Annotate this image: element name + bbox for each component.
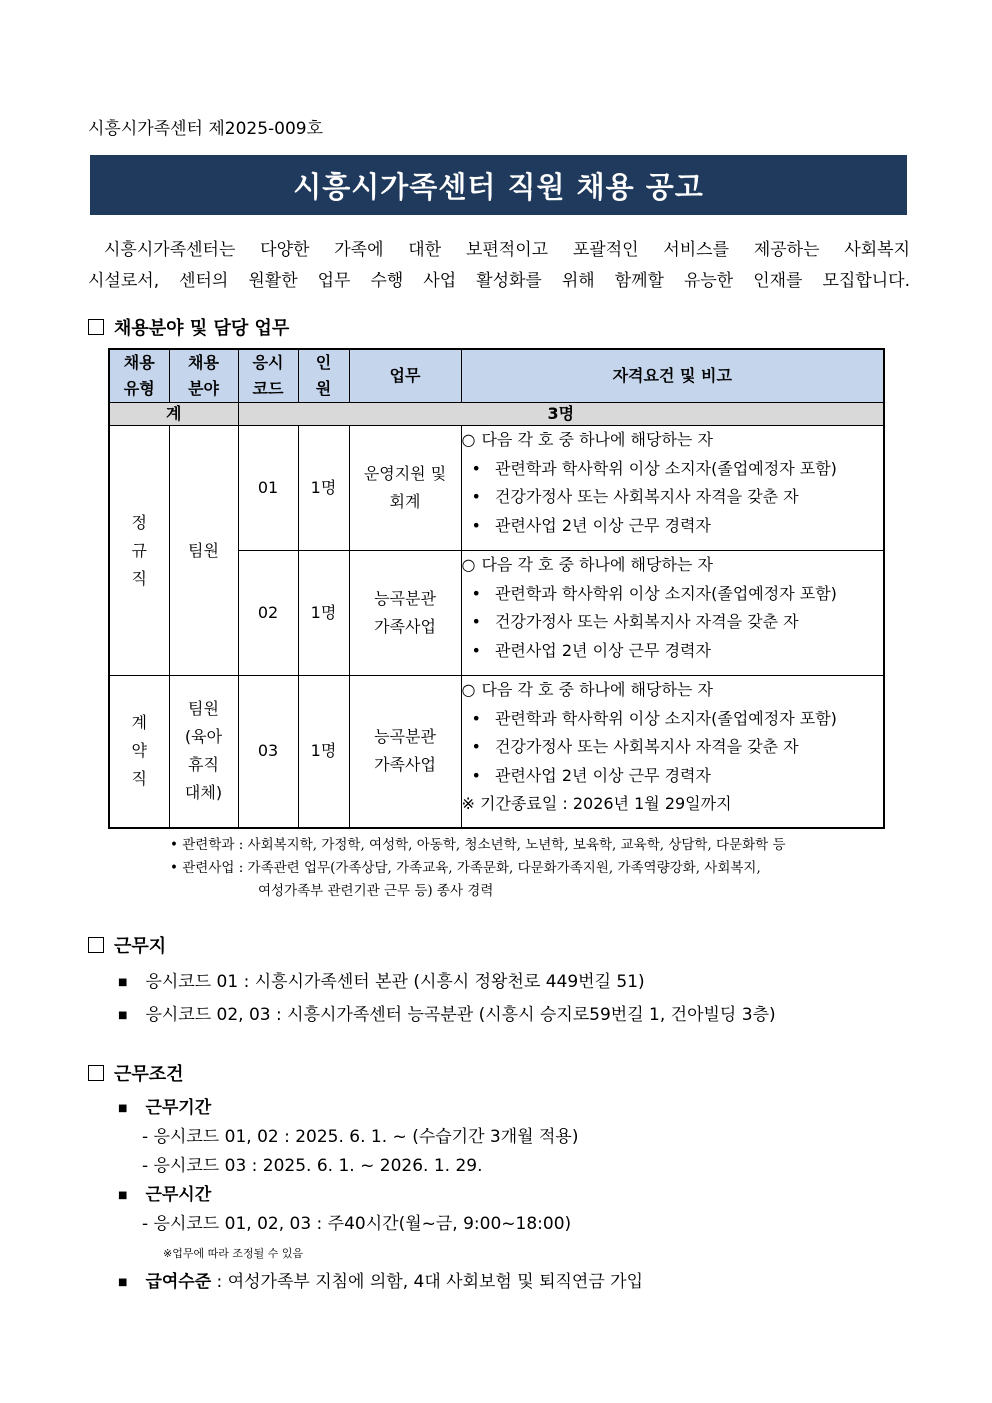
code-cell: 03 — [238, 676, 298, 828]
field-regular: 팀원 — [169, 426, 238, 676]
duty-cell: 능곡분관 가족사업 — [349, 551, 461, 676]
count-cell: 1명 — [298, 426, 349, 551]
header-field: 채용 분야 — [169, 349, 238, 403]
checkbox-square-icon — [88, 1065, 104, 1081]
document-number: 시흥시가족센터 제2025-009호 — [88, 119, 324, 139]
section-title: 근무조건 — [114, 1064, 184, 1085]
requirements-cell: ○ 다음 각 호 중 하나에 해당하는 자 • 관련학과 학사학위 이상 소지자(졸업예정자 포함) • 건강가정사 또는 사회복지사 자격을 갖춘 자 • 관련사업 2년 이상 근무 경력자 — [461, 426, 884, 551]
contract-end-note: ※ 기간종료일 : 2026년 1월 29일까지 — [461, 794, 732, 813]
intro-paragraph — [88, 235, 910, 297]
type-regular: 정 규 직 — [109, 426, 169, 676]
total-value: 3명 — [238, 403, 884, 426]
header-code: 응시 코드 — [238, 349, 298, 403]
list-item: ■ 근무시간 — [118, 1181, 643, 1210]
requirements-cell: ○ 다음 각 호 중 하나에 해당하는 자 • 관련학과 학사학위 이상 소지자(졸업예정자 포함) • 건강가정사 또는 사회복지사 자격을 갖춘 자 • 관련사업 2년 이상 근무 경력자 ※ 기간종료일 : 2026년 1월 29일까지 — [461, 676, 884, 828]
list-item: ■ 응시코드 01 : 시흥시가족센터 본관 (시흥시 정왕천로 449번길 51) — [118, 966, 776, 999]
conditions-list — [118, 1094, 643, 1297]
note-related-work-cont: 여성가족부 관련기관 근무 등) 종사 경력 — [258, 883, 494, 899]
section-heading-conditions — [88, 1060, 184, 1086]
section-title: 근무지 — [114, 936, 167, 957]
table-header-row — [109, 349, 884, 403]
type-contract: 계 약 직 — [109, 676, 169, 828]
header-count: 인 원 — [298, 349, 349, 403]
section-heading-workplace — [88, 932, 166, 958]
requirements-cell: ○ 다음 각 호 중 하나에 해당하는 자 • 관련학과 학사학위 이상 소지자(졸업예정자 포함) • 건강가정사 또는 사회복지사 자격을 갖춘 자 • 관련사업 2년 이상 근무 경력자 — [461, 551, 884, 676]
recruitment-table — [108, 348, 885, 829]
page-title: 시흥시가족센터 직원 채용 공고 — [293, 169, 704, 204]
code-cell: 02 — [238, 551, 298, 676]
table-notes — [170, 834, 786, 903]
note-related-majors: • 관련학과 : 사회복지학, 가정학, 여성학, 아동학, 청소년학, 노년학, 보육학, 교육학, 상담학, 다문화학 등 — [170, 837, 786, 853]
duty-cell: 운영지원 및 회계 — [349, 426, 461, 551]
title-banner — [90, 155, 907, 215]
period-item: - 응시코드 03 : 2025. 6. 1. ~ 2026. 1. 29. — [142, 1156, 483, 1176]
duty-cell: 능곡분관 가족사업 — [349, 676, 461, 828]
workplace-list — [118, 966, 776, 1032]
list-item: ■ 응시코드 02, 03 : 시흥시가족센터 능곡분관 (시흥시 승지로59번길 1, 건아빌딩 3층) — [118, 999, 776, 1032]
section-heading-recruitment — [88, 314, 289, 340]
table-row — [109, 426, 884, 551]
header-type: 채용 유형 — [109, 349, 169, 403]
table-total-row — [109, 403, 884, 426]
section-title: 채용분야 및 담당 업무 — [114, 318, 290, 339]
header-requirements: 자격요건 및 비고 — [461, 349, 884, 403]
header-duty: 업무 — [349, 349, 461, 403]
checkbox-square-icon — [88, 319, 104, 335]
count-cell: 1명 — [298, 551, 349, 676]
period-item: - 응시코드 01, 02 : 2025. 6. 1. ~ (수습기간 3개월 적용) — [142, 1127, 579, 1147]
list-item: ■ 급여수준 : 여성가족부 지침에 의함, 4대 사회보험 및 퇴직연금 가입 — [118, 1268, 643, 1297]
code-cell: 01 — [238, 426, 298, 551]
total-label: 계 — [109, 403, 238, 426]
intro-line-2: 시설로서, 센터의 원활한 업무 수행 사업 활성화를 위해 함께할 유능한 인재를 모집합니다. — [88, 271, 910, 291]
list-item: ■ 근무기간 — [118, 1094, 643, 1123]
count-cell: 1명 — [298, 676, 349, 828]
hours-item: - 응시코드 01, 02, 03 : 주40시간(월~금, 9:00~18:00) — [142, 1214, 572, 1234]
intro-line-1: 시흥시가족센터는 다양한 가족에 대한 보편적이고 포괄적인 서비스를 제공하는 사회복지 — [104, 240, 910, 260]
table-row — [109, 676, 884, 828]
field-contract: 팀원 (육아 휴직 대체) — [169, 676, 238, 828]
hours-note: ※업무에 따라 조정될 수 있음 — [163, 1247, 304, 1260]
checkbox-square-icon — [88, 937, 104, 953]
note-related-work: • 관련사업 : 가족관련 업무(가족상담, 가족교육, 가족문화, 다문화가족지원, 가족역량강화, 사회복지, — [170, 860, 761, 876]
